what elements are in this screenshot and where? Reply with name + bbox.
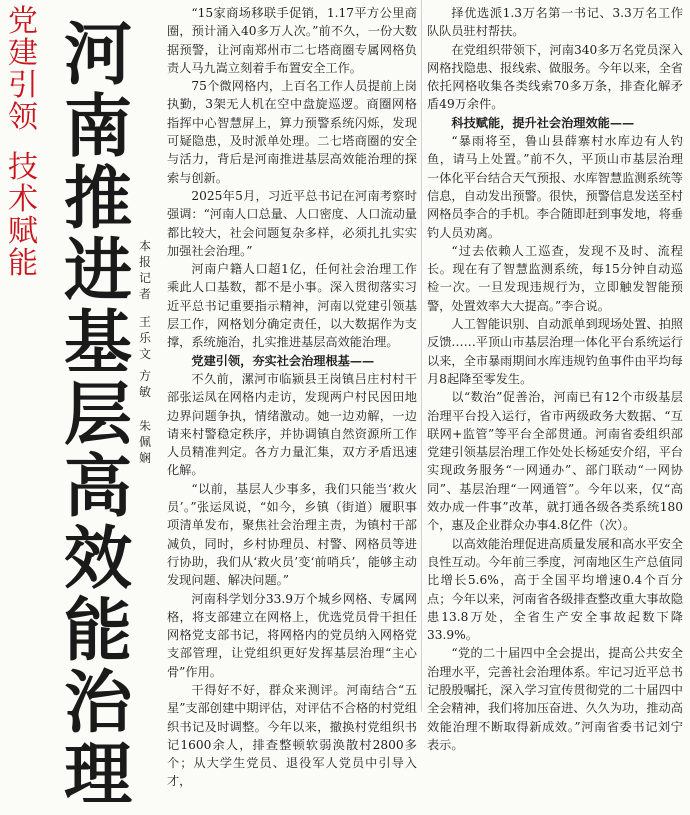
paragraph: 以“数治”促善治，河南已有12个市级基层治理平台投入运行，省市两级政务大数据、“互联网+监管”等平台全部贯通。河南省委组织部党建引领基层治理工作处处长杨延安介绍，平台实现政务服务“一网通办”、部门联动“一网协同”、基层治理“一网通管”。今年以来，仅“高效办成一件事”改革，就打通各级各类系统180个，惠及企业群众办事4.8亿件（次）。 [427,390,683,533]
headline-char: 层 [63,376,132,455]
paragraph: 不久前，漯河市临颍县王岗镇吕庄村村干部张运凤在网格内走访，发现两户村民因田地边界问题争执，情绪激动。她一边劝解，一边请来村警稳定秩序，并协调镇自然资源所工作人员精准判定。各方力量汇集，双方矛盾迅速化解。 [167,371,417,478]
paragraph: 河南科学划分33.9万个城乡网格、专属网格，将支部建立在网格上，优选党员骨干担任网格党支部书记，将网格内的党员纳入网格党支部管理，让党组织更好发挥基层治理“主心骨”作用。 [167,591,417,679]
paragraph: 党建引领，夯实社会治理根基—— [191,353,375,368]
paragraph: 75个微网格内，上百名工作人员提前上岗执勤，3架无人机在空中盘旋巡逻。商圈网格指挥中心智慧屏上，算力预警系统闪烁，发现可疑隐患，及时派单处理。二七塔商圈的安全与活力，背后是河南推进基层高效能治理的探索与创新。 [167,79,417,185]
headline-char: 基 [63,304,132,383]
paragraph: 科技赋能，提升社会治理效能—— [451,115,635,130]
kicker-line2: 技 术 赋 能 [8,150,38,281]
headline-char: 能 [63,592,132,671]
headline-char: 治 [63,664,132,743]
headline [58,16,138,815]
paragraph: 人工智能识别、自动派单到现场处置、拍照反馈……平顶山市基层治理一体化平台系统运行以来，全市暴雨期间水库违规钓鱼事件由平均每月8起降至零发生。 [427,317,683,386]
headline-char: 河 [63,16,132,95]
headline-char: 效 [63,520,132,599]
headline-char: 进 [63,232,132,311]
headline-char: 南 [63,88,132,167]
byline-name: 朱 佩 娴 [138,419,151,465]
kicker-line1: 党 建 引 领 [8,4,38,135]
article-column-2 [427,4,683,754]
paragraph: “过去依赖人工巡查，发现不及时、流程长。现在有了智慧监测系统，每15分钟自动巡检一次。一旦发现违规行为，立即触发智能预警，处置效率大大提高。”李合说。 [427,243,683,313]
column-divider [421,0,422,712]
paragraph: “以前，基层人少事多，我们只能当‘救火员’。”张运凤说，“如今，乡镇（街道）履职事项清单发布，聚焦社会治理主责，为镇村干部减负，同时，乡村协理员、村警、网格员等进行协助，我们从‘救火员’变‘前哨兵’，能够主动发现问题、解决问题。” [167,481,417,588]
article-column-1 [167,4,417,791]
paragraph: 择优选派1.3万名第一书记、3.3万名工作队队员驻村帮扶。 [427,6,683,39]
headline-char: 推 [63,160,132,239]
byline-name: 方 敏 [138,369,151,399]
kicker [6,6,40,280]
headline-char: 理 [63,736,132,815]
paragraph: 以高效能治理促进高质量发展和高水平安全良性互动。今年前三季度，河南地区生产总值同比增长5.6%，高于全国平均增速0.4个百分点；今年以来，河南省各级排查整改重大事故隐患13.8万处，全省生产安全事故起数下降33.9%。 [427,536,683,643]
byline-label: 本 报 记 者 [138,239,151,301]
byline-name: 王 乐 文 [138,315,151,361]
paragraph: “暴雨将至，鲁山县薛寨村水库边有人钓鱼，请马上处置。”前不久，平顶山市基层治理一体化平台结合天气预报、水库智慧监测系统等信息，自动发出预警。很快，预警信息发送至村网格员李合的手机。李合随即赶到事发地，将垂钓人员劝离。 [427,134,683,240]
paragraph: 河南户籍人口超1亿，任何社会治理工作乘此人口基数，都不是小事。深入贯彻落实习近平总书记重要指示精神，河南以党建引领基层工作，网格划分确定责任，以大数据作为支撑，系统施治，扎实推进基层高效能治理。 [167,262,417,350]
paragraph: 在党组织带领下，河南340多万名党员深入网格找隐患、报线索、做服务。今年以来，全省依托网格收集各类线索70多万条，排查化解矛盾49万余件。 [427,42,683,112]
paragraph: “党的二十届四中全会提出，提高公共安全治理水平，完善社会治理体系。牢记习近平总书记殷殷嘱托，深入学习宣传贯彻党的二十届四中全会精神，我们将加压奋进、久久为功，推动高效能治理不断取得新成效。”河南省委书记刘宁表示。 [427,646,683,752]
headline-char: 高 [63,448,132,527]
paragraph: 2025年5月，习近平总书记在河南考察时强调：“河南人口总量、人口密度、人口流动量都比较大，社会问题复杂多样，必须扎扎实实加强社会治理。” [167,188,417,258]
paragraph: “15家商场移联手促销，1.17平方公里商圈，预计涌入40多万人次。”前不久，一份大数据预警，让河南郑州市二七塔商圈专属网格负责人马九嵩立刻着手布置安全工作。 [167,6,417,75]
paragraph: 干得好不好，群众来测评。河南结合“五星”支部创建中期评估，对评估不合格的村党组织书记及时调整。今年以来，撤换村党组织书记1600余人，排查整顿软弱涣散村2800多个；从大学生党员、退役军人党员中引导入才， [167,682,417,789]
